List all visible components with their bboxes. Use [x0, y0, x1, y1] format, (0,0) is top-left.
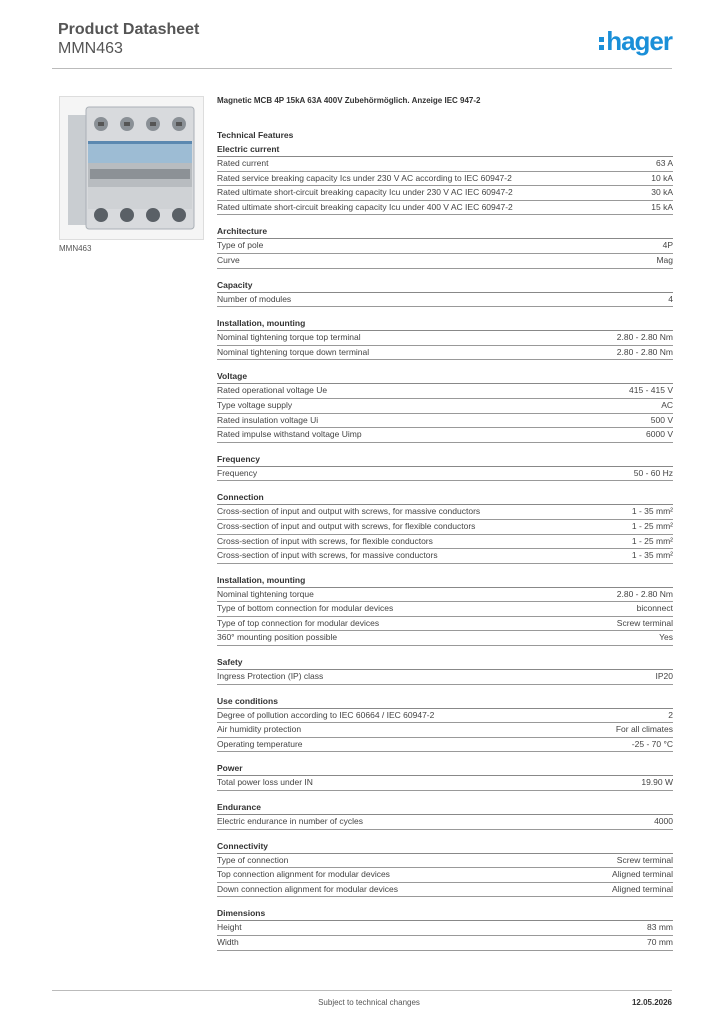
- spec-section: [217, 492, 673, 563]
- spec-value: 50 - 60 Hz: [633, 467, 673, 478]
- spec-section: [217, 318, 673, 360]
- spec-label: Rated current: [217, 158, 269, 168]
- spec-label: Top connection alignment for modular devices: [217, 869, 390, 880]
- spec-section: [217, 575, 673, 646]
- spec-label: Width: [217, 937, 239, 947]
- spec-value: Screw terminal: [616, 854, 673, 865]
- logo-dots-icon: [599, 34, 604, 53]
- spec-label: Cross-section of input and output with screws, for flexible conductors: [217, 520, 476, 531]
- spec-content: [217, 96, 673, 951]
- spec-row: [217, 815, 673, 830]
- spec-value: 2.80 - 2.80 Nm: [616, 332, 673, 343]
- spec-row: [217, 921, 673, 936]
- spec-value: Screw terminal: [616, 617, 673, 628]
- spec-value: biconnect: [636, 603, 673, 614]
- spec-value: 15 kA: [651, 201, 673, 212]
- spec-section: [217, 841, 673, 898]
- section-title: Voltage: [217, 371, 673, 384]
- spec-row: [217, 738, 673, 753]
- spec-row: [217, 631, 673, 646]
- spec-value: 83 mm: [647, 922, 673, 933]
- spec-section: [217, 802, 673, 830]
- product-image: [59, 96, 204, 240]
- spec-label: Down connection alignment for modular devices: [217, 883, 398, 894]
- spec-row: [217, 201, 673, 216]
- page-title: Product Datasheet: [58, 21, 200, 38]
- section-title: Capacity: [217, 280, 673, 293]
- spec-section: [217, 696, 673, 753]
- spec-section: [217, 280, 673, 308]
- spec-row: [217, 723, 673, 738]
- spec-row: [217, 868, 673, 883]
- spec-row: [217, 936, 673, 951]
- spec-section: [217, 908, 673, 950]
- spec-section: [217, 454, 673, 482]
- image-caption: MMN463: [59, 244, 92, 253]
- product-description: Magnetic MCB 4P 15kA 63A 400V Zubehörmöglich. Anzeige IEC 947-2: [217, 96, 481, 105]
- section-title: Connectivity: [217, 841, 673, 854]
- spec-value: Mag: [656, 254, 673, 265]
- spec-label: Total power loss under IN: [217, 777, 313, 788]
- spec-label: Rated ultimate short-circuit breaking capacity Icu under 400 V AC IEC 60947-2: [217, 201, 513, 212]
- spec-section: [217, 763, 673, 791]
- spec-section: [217, 657, 673, 685]
- spec-row: [217, 670, 673, 685]
- spec-value: IP20: [655, 671, 673, 682]
- spec-label: Height: [217, 922, 242, 933]
- spec-value: 1 - 25 mm²: [631, 520, 673, 531]
- footer-note: Subject to technical changes: [318, 998, 420, 1007]
- spec-value: 2.80 - 2.80 Nm: [616, 346, 673, 357]
- section-title: Safety: [217, 657, 673, 670]
- spec-value: AC: [661, 399, 673, 410]
- circuit-breaker-illustration: [60, 97, 203, 239]
- spec-value: 1 - 35 mm²: [631, 506, 673, 517]
- spec-value: Yes: [659, 632, 673, 643]
- spec-label: Number of modules: [217, 293, 292, 304]
- technical-features-heading: Technical Features: [217, 130, 294, 140]
- spec-row: [217, 776, 673, 791]
- spec-value: 63 A: [655, 158, 673, 168]
- spec-label: Cross-section of input and output with screws, for massive conductors: [217, 506, 481, 517]
- hager-logo: [599, 26, 672, 57]
- spec-value: Aligned terminal: [612, 883, 673, 894]
- spec-section: [217, 226, 673, 268]
- spec-label: Air humidity protection: [217, 724, 302, 735]
- spec-row: [217, 883, 673, 898]
- spec-row: [217, 588, 673, 603]
- spec-label: Type of connection: [217, 854, 289, 865]
- spec-label: Nominal tightening torque top terminal: [217, 332, 361, 343]
- spec-value: 19.90 W: [641, 777, 673, 788]
- spec-value: 30 kA: [651, 187, 673, 198]
- logo-text: hager: [606, 26, 672, 56]
- section-title: Electric current: [217, 144, 673, 157]
- section-title: Use conditions: [217, 696, 673, 709]
- spec-row: [217, 520, 673, 535]
- section-title: Architecture: [217, 226, 673, 239]
- spec-value: 415 - 415 V: [629, 385, 673, 396]
- spec-value: 4P: [662, 240, 673, 251]
- spec-label: Operating temperature: [217, 738, 303, 749]
- model-number: MMN463: [58, 40, 123, 57]
- spec-row: [217, 505, 673, 520]
- section-title: Endurance: [217, 802, 673, 815]
- page-header: [58, 20, 199, 58]
- spec-label: Rated ultimate short-circuit breaking capacity Icu under 230 V AC IEC 60947-2: [217, 187, 513, 198]
- spec-value: For all climates: [615, 724, 673, 735]
- spec-row: [217, 467, 673, 482]
- spec-label: Type of bottom connection for modular devices: [217, 603, 394, 614]
- spec-value: 6000 V: [646, 429, 673, 440]
- spec-label: Nominal tightening torque: [217, 588, 314, 599]
- spec-value: 70 mm: [647, 937, 673, 947]
- section-title: Dimensions: [217, 908, 673, 921]
- spec-row: [217, 384, 673, 399]
- spec-label: Electric endurance in number of cycles: [217, 816, 363, 827]
- header-divider: [52, 68, 672, 69]
- spec-row: [217, 854, 673, 869]
- section-title: Frequency: [217, 454, 673, 467]
- spec-row: [217, 617, 673, 632]
- section-title: Installation, mounting: [217, 575, 673, 588]
- spec-row: [217, 549, 673, 564]
- spec-section: [217, 371, 673, 442]
- spec-label: Degree of pollution according to IEC 60664 / IEC 60947-2: [217, 709, 435, 720]
- spec-value: 1 - 25 mm²: [631, 535, 673, 546]
- spec-value: -25 - 70 °C: [631, 738, 673, 749]
- spec-row: [217, 254, 673, 269]
- spec-value: 500 V: [650, 414, 673, 425]
- spec-row: [217, 346, 673, 361]
- spec-label: Curve: [217, 254, 240, 265]
- footer-date: 12.05.2026: [631, 998, 672, 1007]
- spec-label: Cross-section of input with screws, for flexible conductors: [217, 535, 433, 546]
- spec-label: Cross-section of input with screws, for massive conductors: [217, 550, 438, 561]
- spec-value: 2.80 - 2.80 Nm: [616, 588, 673, 599]
- spec-row: [217, 293, 673, 308]
- spec-value: 1 - 35 mm²: [631, 550, 673, 561]
- spec-row: [217, 331, 673, 346]
- spec-label: Nominal tightening torque down terminal: [217, 346, 370, 357]
- spec-value: 4: [668, 293, 673, 304]
- spec-label: Rated insulation voltage Ui: [217, 414, 319, 425]
- spec-row: [217, 157, 673, 172]
- section-title: Connection: [217, 492, 673, 505]
- spec-row: [217, 186, 673, 201]
- spec-value: 2: [668, 709, 673, 720]
- spec-label: Rated service breaking capacity Ics under 230 V AC according to IEC 60947-2: [217, 172, 512, 183]
- spec-value: 4000: [654, 816, 673, 827]
- spec-row: [217, 399, 673, 414]
- spec-row: [217, 172, 673, 187]
- spec-label: Type voltage supply: [217, 399, 293, 410]
- spec-label: Ingress Protection (IP) class: [217, 671, 324, 682]
- spec-label: Type of top connection for modular devices: [217, 617, 380, 628]
- spec-label: Type of pole: [217, 240, 264, 251]
- spec-row: [217, 602, 673, 617]
- spec-row: [217, 535, 673, 550]
- spec-label: Rated impulse withstand voltage Uimp: [217, 429, 362, 440]
- spec-row: [217, 414, 673, 429]
- spec-row: [217, 428, 673, 443]
- spec-label: 360° mounting position possible: [217, 632, 338, 643]
- footer-divider: [52, 990, 672, 991]
- spec-row: [217, 709, 673, 724]
- spec-label: Frequency: [217, 467, 258, 478]
- spec-value: Aligned terminal: [612, 869, 673, 880]
- spec-value: 10 kA: [651, 172, 673, 183]
- section-title: Power: [217, 763, 673, 776]
- spec-label: Rated operational voltage Ue: [217, 385, 328, 396]
- section-title: Installation, mounting: [217, 318, 673, 331]
- spec-row: [217, 239, 673, 254]
- spec-section: [217, 144, 673, 215]
- spec-sections: [217, 144, 673, 951]
